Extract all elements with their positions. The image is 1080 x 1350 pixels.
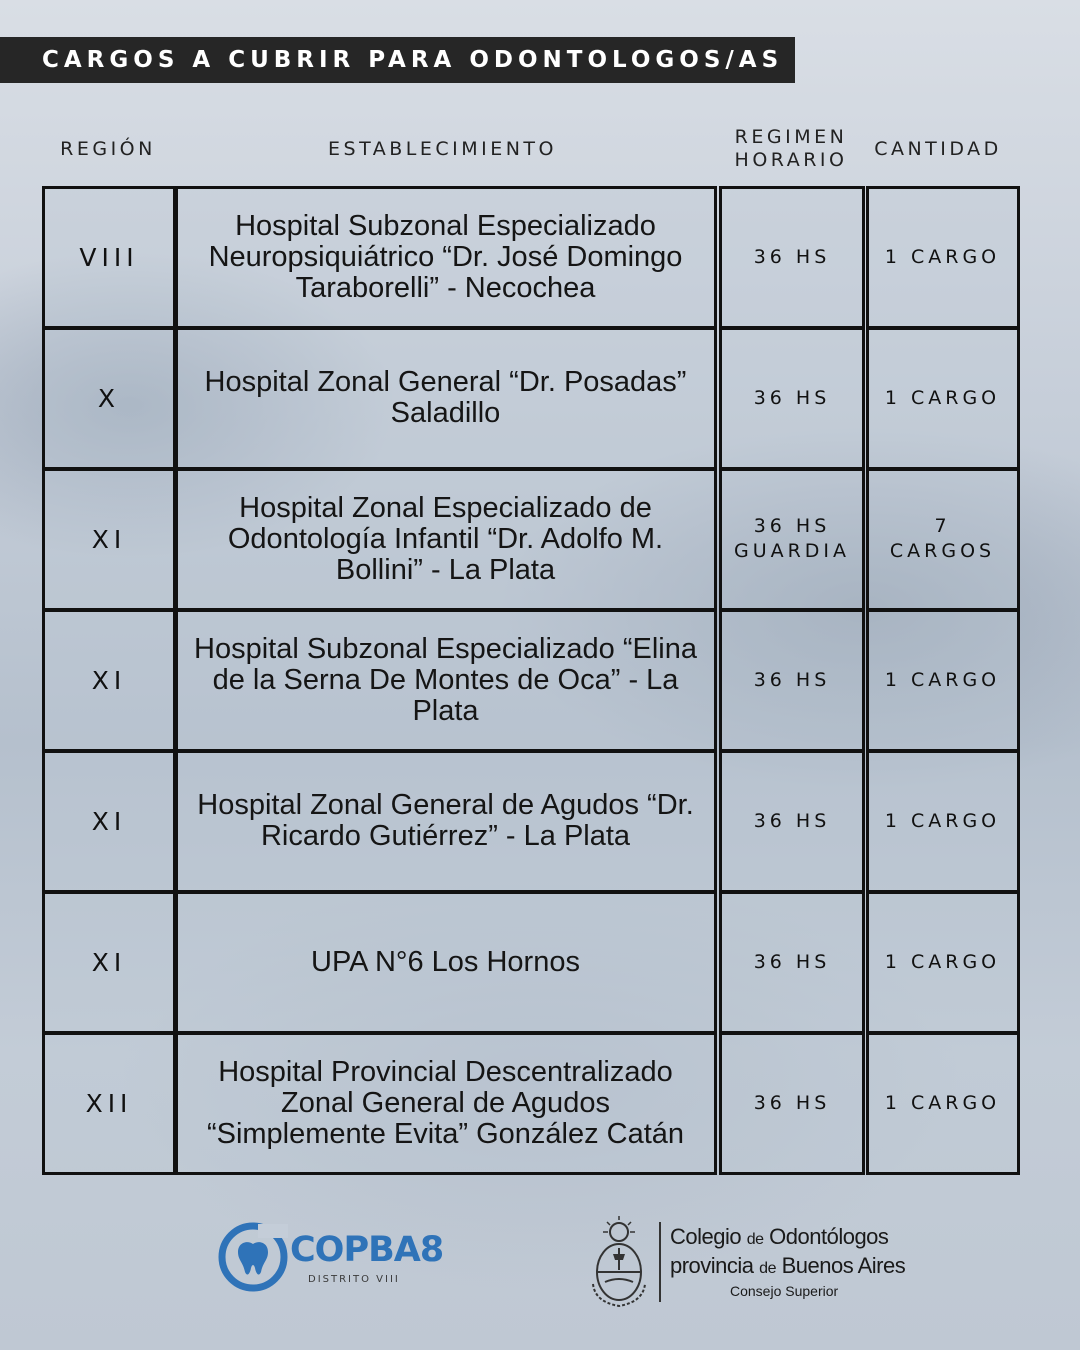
colegio-logo (585, 1212, 915, 1312)
header-regimen-line2: HORARIO (734, 149, 848, 171)
cantidad-cell (866, 891, 1020, 1034)
cantidad-value: 1 CARGO (884, 809, 1001, 832)
cantidad-cell (866, 750, 1020, 893)
region-cell: XI (42, 609, 176, 752)
region-cell: XI (42, 750, 176, 893)
header-regimen-line1: REGIMEN (734, 126, 848, 148)
regimen-extra: GUARDIA (733, 540, 851, 563)
cantidad-cell (866, 468, 1020, 611)
region-cell: XII (42, 1032, 176, 1175)
table-row (42, 609, 1018, 750)
regimen-hours: 36 HS (753, 950, 831, 973)
table-row (42, 891, 1018, 1032)
table-row (42, 1032, 1018, 1173)
regimen-hours: 36 HS (753, 668, 831, 691)
regimen-hours: 36 HS (753, 1091, 831, 1114)
cantidad-extra: CARGOS (889, 540, 996, 563)
establecimiento-cell: Hospital Zonal General “Dr. Posadas” Saladillo (175, 327, 717, 470)
establecimiento-cell: Hospital Zonal General de Agudos “Dr. Ricardo Gutiérrez” - La Plata (175, 750, 717, 893)
table-row (42, 186, 1018, 327)
cantidad-value: 1 CARGO (884, 1091, 1001, 1114)
region-cell: XI (42, 468, 176, 611)
establecimiento-cell: Hospital Provincial Descentralizado Zonal General de Agudos “Simplemente Evita” González Catán (175, 1032, 717, 1175)
logo-divider (659, 1222, 661, 1302)
cantidad-cell (866, 186, 1020, 329)
cantidad-cell (866, 1032, 1020, 1175)
header-establecimiento: ESTABLECIMIENTO (328, 138, 557, 160)
cantidad-value: 1 CARGO (884, 245, 1001, 268)
page-title-bar (0, 37, 795, 83)
cantidad-value: 7 (934, 515, 951, 538)
regimen-hours: 36 HS (753, 386, 831, 409)
regimen-cell (719, 468, 865, 611)
table-row (42, 468, 1018, 609)
coat-of-arms-icon (587, 1214, 651, 1310)
establecimiento-cell: UPA N°6 Los Hornos (175, 891, 717, 1034)
cantidad-value: 1 CARGO (884, 386, 1001, 409)
table-row (42, 750, 1018, 891)
regimen-cell (719, 750, 865, 893)
region-cell: X (42, 327, 176, 470)
regimen-cell (719, 609, 865, 752)
positions-table (42, 186, 1018, 1173)
regimen-cell (719, 1032, 865, 1175)
cantidad-cell (866, 609, 1020, 752)
page-title: CARGOS A CUBRIR PARA ODONTOLOGOS/AS (42, 47, 784, 73)
colegio-name: Colegio de Odontólogos provincia de Buenos Aires Consejo Superior (670, 1224, 906, 1299)
header-region: REGIÓN (60, 138, 156, 160)
regimen-cell (719, 891, 865, 1034)
copba-logo (218, 1222, 448, 1292)
establecimiento-cell: Hospital Zonal Especializado de Odontología Infantil “Dr. Adolfo M. Bollini” - La Plata (175, 468, 717, 611)
establecimiento-cell: Hospital Subzonal Especializado Neuropsiquiátrico “Dr. José Domingo Taraborelli” - Necochea (175, 186, 717, 329)
cantidad-value: 1 CARGO (884, 668, 1001, 691)
region-cell: XI (42, 891, 176, 1034)
table-row (42, 327, 1018, 468)
region-cell: VIII (42, 186, 176, 329)
header-cantidad: CANTIDAD (874, 138, 1002, 160)
regimen-cell (719, 327, 865, 470)
copba-district: DISTRITO VIII (308, 1274, 400, 1285)
regimen-hours: 36 HS (753, 809, 831, 832)
tooth-circle-icon (218, 1222, 288, 1292)
copba-wordmark: COPBA8 (290, 1230, 444, 1270)
establecimiento-cell: Hospital Subzonal Especializado “Elina de la Serna De Montes de Oca” - La Plata (175, 609, 717, 752)
regimen-hours: 36 HS (753, 515, 831, 538)
header-regimen (722, 126, 860, 172)
regimen-hours: 36 HS (753, 245, 831, 268)
cantidad-cell (866, 327, 1020, 470)
regimen-cell (719, 186, 865, 329)
cantidad-value: 1 CARGO (884, 950, 1001, 973)
